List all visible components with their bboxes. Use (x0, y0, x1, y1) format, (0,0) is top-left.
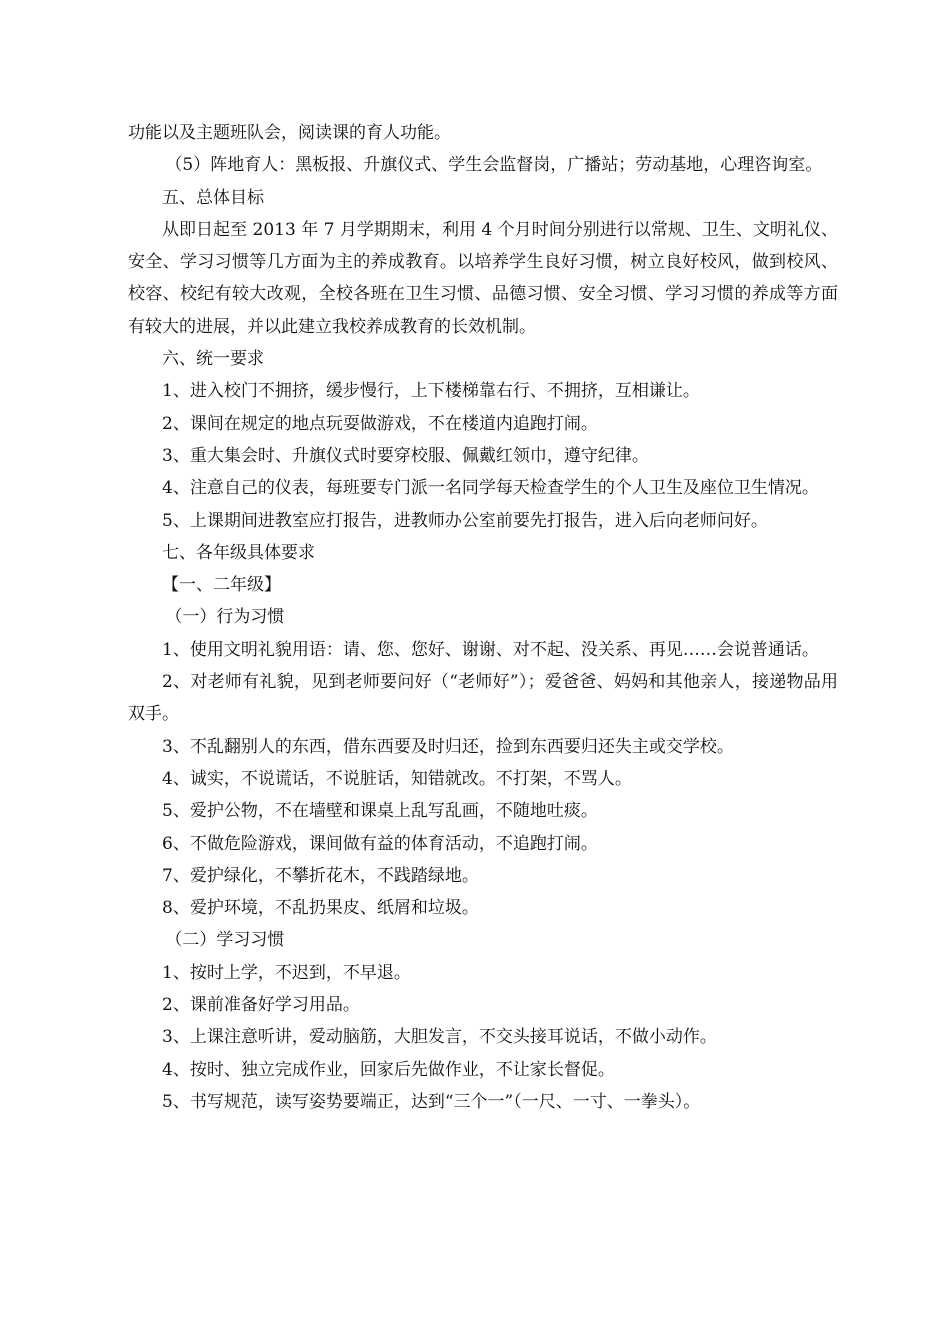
behavior-item-2: 2、对老师有礼貌，见到老师要问好（“老师好”）；爱爸爸、妈妈和其他亲人，接递物品用双手。 (128, 672, 838, 725)
behavior-item-8: 8、爱护环境，不乱扔果皮、纸屑和垃圾。 (162, 898, 479, 919)
study-item-2: 2、课前准备好学习用品。 (162, 995, 360, 1016)
grade-heading-one-two: 【一、二年级】 (162, 575, 281, 596)
paragraph-position-education: （5）阵地育人：黑板报、升旗仪式、学生会监督岗，广播站；劳动基地，心理咨询室。 (165, 155, 823, 176)
subheading-behavior-habits: （一）行为习惯 (165, 607, 285, 628)
behavior-item-3: 3、不乱翻别人的东西，借东西要及时归还，捡到东西要归还失主或交学校。 (162, 736, 734, 757)
paragraph-overall-goal: 从即日起至 2013 年 7 月学期期末，利用 4 个月时间分别进行以常规、卫生、文明礼仪、安全、学习习惯等几方面为主的养成教育。以培养学生良好习惯，树立良好校风，做到校风、校容、校纪有较大改观，全校各班在卫生习惯、品德习惯、安全习惯、学习习惯的养成等方面有较大的进展，并以此建立我校养成教育的长效机制。 (128, 219, 838, 337)
behavior-item-5: 5、爱护公物，不在墙壁和课桌上乱写乱画，不随地吐痰。 (162, 801, 598, 822)
behavior-item-4: 4、诚实，不说谎话，不说脏话，知错就改。不打架，不骂人。 (162, 768, 632, 789)
study-item-3: 3、上课注意听讲，爱动脑筋，大胆发言，不交头接耳说话，不做小动作。 (162, 1027, 717, 1048)
section-heading-grade-requirements: 七、各年级具体要求 (162, 542, 315, 563)
behavior-item-7: 7、爱护绿化，不攀折花木，不践踏绿地。 (162, 865, 479, 886)
requirement-item-1: 1、进入校门不拥挤，缓步慢行，上下楼梯靠右行、不拥挤，互相谦让。 (162, 381, 700, 402)
document-body (128, 117, 838, 1118)
study-item-1: 1、按时上学，不迟到，不早退。 (162, 962, 411, 983)
behavior-item-6: 6、不做危险游戏，课间做有益的体育活动，不追跑打闹。 (162, 833, 598, 854)
requirement-item-5: 5、上课期间进教室应打报告，进教师办公室前要先打报告，进入后向老师问好。 (162, 510, 768, 531)
section-heading-unified-requirements: 六、统一要求 (162, 349, 264, 370)
requirement-item-3: 3、重大集会时、升旗仪式时要穿校服、佩戴红领巾，遵守纪律。 (162, 445, 649, 466)
subheading-study-habits: （二）学习习惯 (165, 930, 285, 951)
section-heading-overall-goal: 五、总体目标 (162, 187, 264, 208)
study-item-5: 5、书写规范，读写姿势要端正，达到“三个一”（一尺、一寸、一拳头）。 (162, 1091, 701, 1112)
study-item-4: 4、按时、独立完成作业，回家后先做作业，不让家长督促。 (162, 1059, 615, 1080)
requirement-item-2: 2、课间在规定的地点玩耍做游戏，不在楼道内追跑打闹。 (162, 413, 598, 434)
behavior-item-1: 1、使用文明礼貌用语：请、您、您好、谢谢、对不起、没关系、再见……会说普通话。 (162, 639, 819, 660)
paragraph-continuation: 功能以及主题班队会，阅读课的育人功能。 (128, 123, 451, 143)
requirement-item-4: 4、注意自己的仪表，每班要专门派一名同学每天检查学生的个人卫生及座位卫生情况。 (162, 478, 819, 499)
